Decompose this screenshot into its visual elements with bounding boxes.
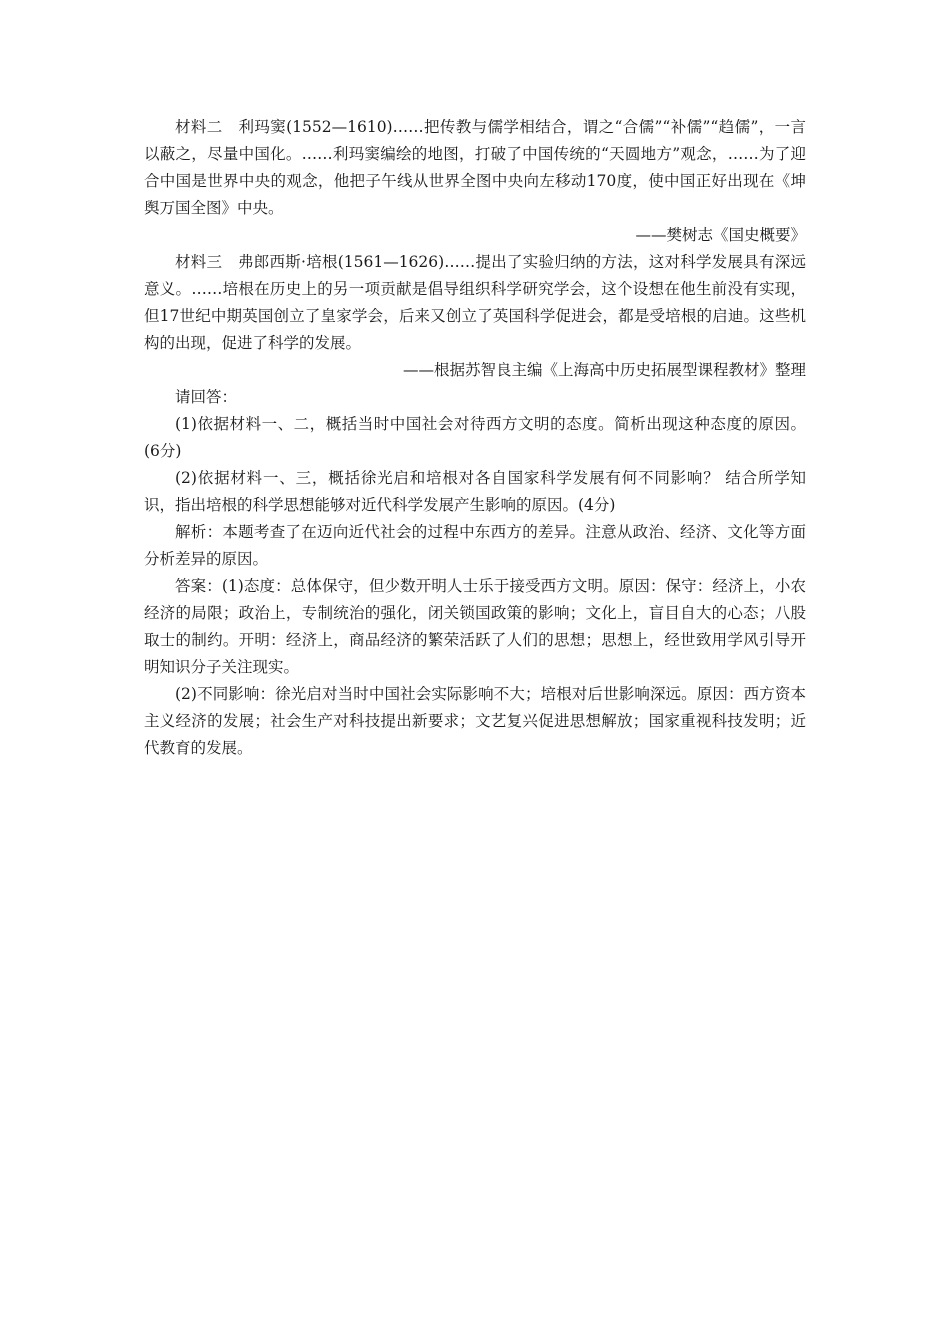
material-two-paragraph: 材料二 利玛窦(1552—1610)……把传教与儒学相结合，谓之“合儒”“补儒”“趋儒”，一言以蔽之，尽量中国化。……利玛窦编绘的地图，打破了中国传统的“天圆地方”观念，……为了迎合中国是世界中央的观念，他把子午线从世界全图中央向左移动170度，使中国正好出现在《坤舆万国全图》中央。 [144,118,806,217]
question-one: (1)依据材料一、二，概括当时中国社会对待西方文明的态度。简析出现这种态度的原因。 (6分) [144,415,811,460]
answer-prompt: 请回答： [175,388,238,406]
material-two-source: ——樊树志《国史概要》 [635,226,806,244]
material-three-source: ——根据苏智良主编《上海高中历史拓展型课程教材》整理 [402,361,806,379]
answer-two-paragraph: (2)不同影响：徐光启对当时中国社会实际影响不大；培根对后世影响深远。原因：西方资本主义经济的发展；社会生产对科技提出新要求；文艺复兴促进思想解放；国家重视科技发明；近代教育的发展。 [144,685,806,757]
document-page [144,114,811,762]
answer-one-paragraph: 答案：(1)态度：总体保守，但少数开明人士乐于接受西方文明。原因：保守：经济上，小农经济的局限；政治上，专制统治的强化，闭关锁国政策的影响；文化上，盲目自大的心态；八股取士的制约。开明：经济上，商品经济的繁荣活跃了人们的思想；思想上，经世致用学风引导开明知识分子关注现实。 [144,577,806,676]
material-three-paragraph: 材料三 弗郎西斯·培根(1561—1626)……提出了实验归纳的方法，这对科学发展具有深远意义。……培根在历史上的另一项贡献是倡导组织科学研究学会，这个设想在他生前没有实现，但17世纪中期英国创立了皇家学会，后来又创立了英国科学促进会，都是受培根的启迪。这些机构的出现，促进了科学的发展。 [144,253,806,352]
analysis-paragraph: 解析：本题考查了在迈向近代社会的过程中东西方的差异。注意从政治、经济、文化等方面分析差异的原因。 [144,523,806,568]
question-two: (2)依据材料一、三，概括徐光启和培根对各自国家科学发展有何不同影响？ 结合所学知识，指出培根的科学思想能够对近代科学发展产生影响的原因。(4分) [144,469,806,514]
